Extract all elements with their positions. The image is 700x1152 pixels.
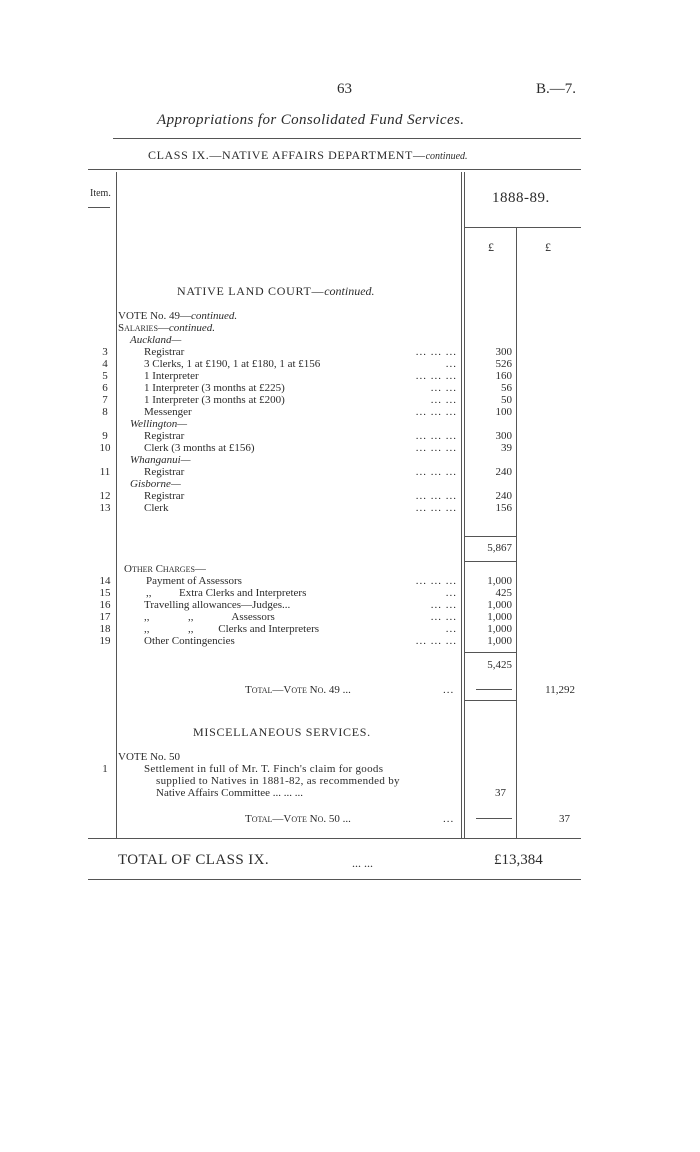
total-vote-49-dots: ... xyxy=(443,684,455,696)
row-label: 1 Interpreter xyxy=(144,370,199,382)
row-amount: 39 xyxy=(501,442,512,454)
grand-total: £13,384 xyxy=(494,852,543,868)
row-label: Registrar xyxy=(144,346,185,358)
leader-dots: ... xyxy=(445,587,457,599)
row-label: Registrar xyxy=(144,490,185,502)
item-number: 10 xyxy=(99,442,111,454)
leader-dots: ... ... ... xyxy=(415,430,457,442)
section-heading-miscellaneous: MISCELLANEOUS SERVICES. xyxy=(193,725,371,739)
misc-description-line-3: Native Affairs Committee ... ... ... xyxy=(156,787,304,799)
page-number: 63 xyxy=(337,81,352,97)
row-label: Messenger xyxy=(144,406,192,418)
leader-dots: ... ... ... xyxy=(415,490,457,502)
row-label: Clerk xyxy=(144,502,169,514)
year-column-header: 1888-89. xyxy=(492,190,550,206)
row-label: Registrar xyxy=(144,466,185,478)
year-head-rule xyxy=(464,227,581,228)
misc-amount: 37 xyxy=(495,787,506,799)
row-label: 1 Interpreter (3 months at £225) xyxy=(144,382,285,394)
row-amount: 1,000 xyxy=(487,623,512,635)
item-number: 15 xyxy=(99,587,111,599)
item-number: 7 xyxy=(102,394,108,406)
row-amount: 425 xyxy=(495,587,512,599)
leader-dots: ... ... ... xyxy=(415,406,457,418)
item-number: 8 xyxy=(102,406,108,418)
leader-dots: ... xyxy=(445,358,457,370)
class-heading-continued: continued. xyxy=(425,151,468,162)
total-vote-50-amount: 37 xyxy=(559,813,570,825)
pound-sign-col1: £ xyxy=(488,240,494,254)
leader-dots: ... ... ... xyxy=(415,502,457,514)
leader-dots: ... ... ... xyxy=(415,442,457,454)
leader-dots: ... ... xyxy=(430,382,457,394)
table-top-rule xyxy=(88,169,581,170)
misc-description-line-1: Settlement in full of Mr. T. Finch's claim for goods xyxy=(144,763,384,775)
total-vote-50-dash xyxy=(476,818,512,819)
total-vote-49-label: Total—Vote No. 49 ... xyxy=(245,684,351,696)
row-label: 3 Clerks, 1 at £190, 1 at £180, 1 at £156 xyxy=(144,358,321,370)
total-vote-50-dots: ... xyxy=(443,813,455,825)
salaries-subtotal-rule-top xyxy=(464,536,516,537)
item-number: 4 xyxy=(102,358,108,370)
salaries-heading: Salaries—continued. xyxy=(118,322,216,334)
row-label: 1 Interpreter (3 months at £200) xyxy=(144,394,285,406)
vote-49-line: VOTE No. 49—continued. xyxy=(118,310,238,322)
item-number: 9 xyxy=(102,430,108,442)
class-heading xyxy=(148,148,468,163)
row-amount: 240 xyxy=(495,490,512,502)
item-number: 6 xyxy=(102,382,108,394)
leader-dots: ... ... ... xyxy=(415,346,457,358)
other-subtotal-rule-top xyxy=(464,652,516,653)
row-amount: 1,000 xyxy=(487,635,512,647)
table-bottom-rule xyxy=(88,838,581,839)
title-rule xyxy=(113,138,581,139)
item-number: 14 xyxy=(99,575,111,587)
other-charges-heading: Other Charges— xyxy=(124,563,206,575)
row-amount: 50 xyxy=(501,394,512,406)
row-label: Travelling allowances—Judges... xyxy=(144,599,291,611)
row-amount: 100 xyxy=(495,406,512,418)
row-amount: 156 xyxy=(495,502,512,514)
row-amount: 300 xyxy=(495,346,512,358)
row-amount: 160 xyxy=(495,370,512,382)
leader-dots: ... ... ... xyxy=(415,466,457,478)
item-number: 12 xyxy=(99,490,111,502)
row-amount: 300 xyxy=(495,430,512,442)
row-amount: 1,000 xyxy=(487,599,512,611)
leader-dots: ... ... xyxy=(430,599,457,611)
item-number: 18 xyxy=(99,623,111,635)
leader-dots: ... ... ... xyxy=(415,370,457,382)
row-label: ,, ,, Assessors xyxy=(144,611,275,623)
total-vote-49-dash xyxy=(476,689,512,690)
other-charges-subtotal: 5,425 xyxy=(487,659,512,671)
leader-dots: ... xyxy=(445,623,457,635)
item-number: 19 xyxy=(99,635,111,647)
row-label: Other Contingencies xyxy=(144,635,235,647)
page-title: Appropriations for Consolidated Fund Services. xyxy=(157,112,465,128)
total-vote-49-rule xyxy=(464,700,516,701)
pound-sign-col2: £ xyxy=(545,240,551,254)
item-head-underline xyxy=(88,207,110,208)
misc-item-number: 1 xyxy=(102,763,108,775)
district-heading: Wellington— xyxy=(130,418,188,430)
row-amount: 526 xyxy=(495,358,512,370)
footer-rule xyxy=(88,879,581,880)
salaries-subtotal: 5,867 xyxy=(487,542,512,554)
row-amount: 240 xyxy=(495,466,512,478)
pound-subcolumn-divider xyxy=(516,228,517,838)
total-vote-49-amount: 11,292 xyxy=(545,684,575,696)
class-heading-text: CLASS IX.—NATIVE AFFAIRS DEPARTMENT— xyxy=(148,148,426,162)
vote-50-line: VOTE No. 50 xyxy=(118,751,181,763)
document-code: B.—7. xyxy=(536,81,577,97)
row-label: ,, Extra Clerks and Interpreters xyxy=(146,587,307,599)
row-label: Payment of Assessors xyxy=(146,575,242,587)
leader-dots: ... ... xyxy=(430,611,457,623)
row-amount: 1,000 xyxy=(487,611,512,623)
amount-column-divider-double xyxy=(464,172,465,838)
row-amount: 56 xyxy=(501,382,512,394)
leader-dots: ... ... ... xyxy=(415,575,457,587)
row-label: ,, ,, Clerks and Interpreters xyxy=(144,623,320,635)
item-number: 16 xyxy=(99,599,111,611)
section-heading-native-land-court: NATIVE LAND COURT—continued. xyxy=(177,284,375,298)
leader-dots: ... ... xyxy=(430,394,457,406)
row-amount: 1,000 xyxy=(487,575,512,587)
item-number: 17 xyxy=(99,611,111,623)
item-column-divider xyxy=(116,172,117,838)
item-number: 11 xyxy=(99,466,111,478)
misc-description-line-2: supplied to Natives in 1881-82, as recommended by xyxy=(156,775,400,787)
district-heading: Whanganui— xyxy=(130,454,191,466)
district-heading: Auckland— xyxy=(130,334,182,346)
amount-column-divider xyxy=(461,172,462,838)
salaries-subtotal-rule-bottom xyxy=(464,561,516,562)
row-label: Clerk (3 months at £156) xyxy=(144,442,255,454)
leader-dots: ... ... ... xyxy=(415,635,457,647)
item-number: 13 xyxy=(99,502,111,514)
total-vote-50-label: Total—Vote No. 50 ... xyxy=(245,813,351,825)
item-column-header: Item. xyxy=(90,188,111,199)
row-label: Registrar xyxy=(144,430,185,442)
total-of-class-label: TOTAL OF CLASS IX. xyxy=(118,852,270,868)
item-number: 5 xyxy=(102,370,108,382)
total-of-class-dots: ... ... xyxy=(352,856,373,870)
district-heading: Gisborne— xyxy=(130,478,181,490)
item-number: 3 xyxy=(102,346,108,358)
